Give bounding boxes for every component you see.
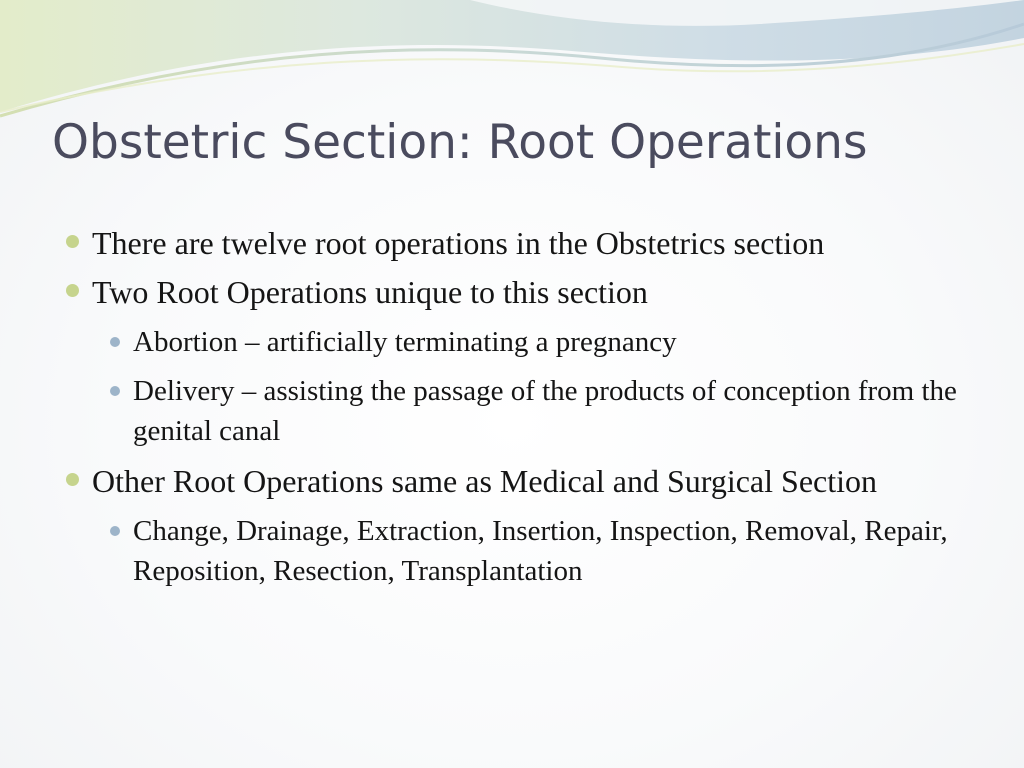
sub-bullet-dot-icon [110,386,120,396]
decorative-wave-header [0,0,1024,130]
sub-bullet-dot-icon [110,337,120,347]
bullet-item-level2 [133,371,993,451]
bullet-text: Other Root Operations same as Medical and Surgical Section [92,463,877,499]
bullet-item-level2 [133,322,993,362]
bullet-text: Two Root Operations unique to this section [92,274,648,310]
bullet-item-level1 [92,222,972,265]
bullet-list [0,222,1024,600]
slide-title: Obstetric Section: Root Operations [52,115,868,170]
bullet-dot-icon [66,473,79,486]
bullet-dot-icon [66,284,79,297]
bullet-dot-icon [66,235,79,248]
bullet-text: Delivery – assisting the passage of the products of conception from the genital canal [133,375,957,447]
bullet-item-level1 [92,271,972,314]
sub-bullet-dot-icon [110,526,120,536]
bullet-item-level1 [92,460,972,503]
bullet-text: There are twelve root operations in the Obstetrics section [92,225,825,261]
bullet-item-level2 [133,511,993,591]
bullet-text: Change, Drainage, Extraction, Insertion, Inspection, Removal, Repair, Reposition, Resection, Transplantation [133,515,948,587]
bullet-text: Abortion – artificially terminating a pregnancy [133,326,677,358]
